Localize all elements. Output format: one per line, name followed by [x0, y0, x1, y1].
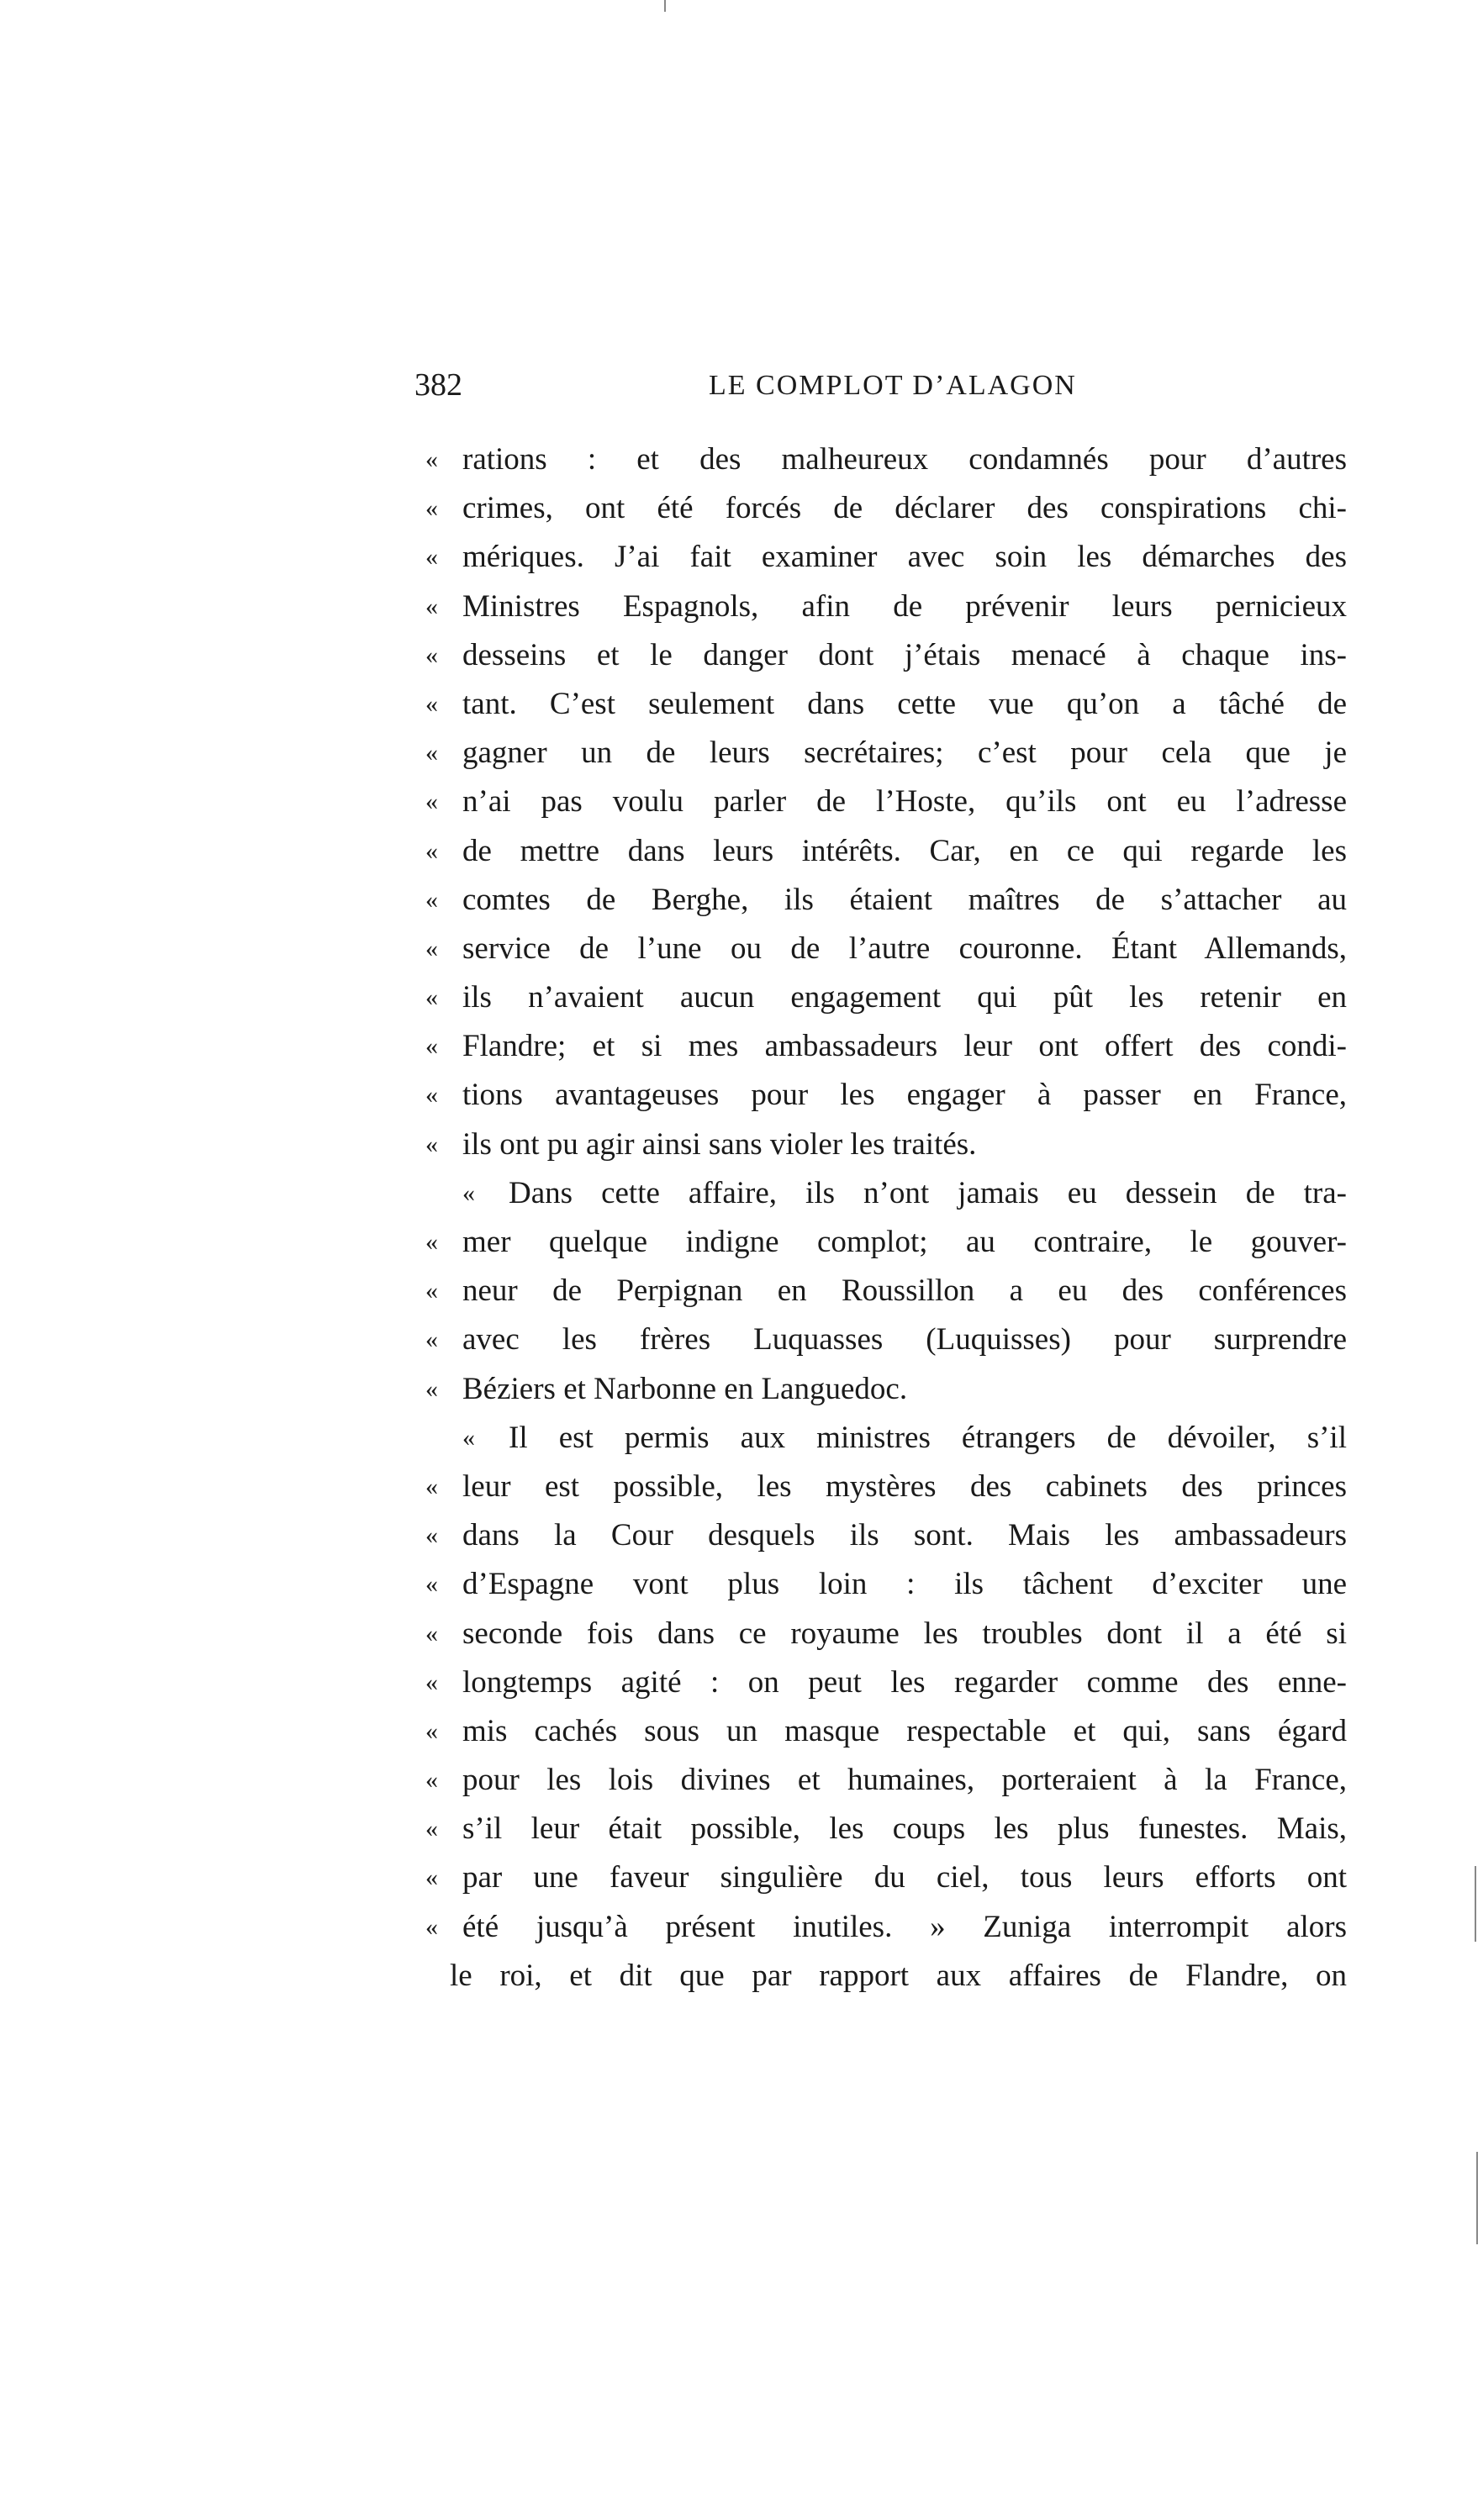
- text-line: [425, 680, 1347, 729]
- line-text: Béziers et Narbonne en Languedoc.: [462, 1371, 908, 1406]
- text-line: [425, 631, 1347, 680]
- text-line: [425, 1414, 1347, 1463]
- line-text: gagner un de leurs secrétaires; c’est pour cela que je: [462, 735, 1347, 771]
- text-line: [425, 1903, 1347, 1952]
- quote-mark: «: [425, 1326, 438, 1354]
- quote-mark: «: [425, 494, 438, 523]
- line-text: de mettre dans leurs intérêts. Car, en ce qui regarde les: [462, 833, 1347, 868]
- line-text: s’il leur était possible, les coups les plus funestes. Mais,: [462, 1811, 1347, 1847]
- quote-mark: «: [425, 1521, 438, 1550]
- quote-mark: «: [425, 689, 438, 718]
- quote-mark: «: [425, 1716, 438, 1745]
- line-text: comtes de Berghe, ils étaient maîtres de s’attacher au: [462, 882, 1347, 917]
- text-line: [425, 533, 1347, 582]
- page-number: 382: [414, 367, 462, 403]
- text-line: [425, 827, 1347, 876]
- line-text: crimes, ont été forcés de déclarer des conspirations chi-: [462, 491, 1347, 526]
- line-text: avec les frères Luquasses (Luquisses) pour surprendre: [462, 1322, 1347, 1358]
- quote-mark: «: [425, 592, 438, 620]
- quote-mark: «: [425, 1277, 438, 1305]
- quote-mark: «: [462, 1423, 475, 1452]
- quote-mark: «: [425, 1766, 438, 1795]
- text-line: [425, 484, 1347, 533]
- quote-mark: «: [425, 1815, 438, 1843]
- running-title: LE COMPLOT D’ALAGON: [709, 370, 1077, 401]
- text-line: [425, 1610, 1347, 1658]
- scan-edge-mark: [664, 0, 666, 12]
- quote-mark: «: [425, 739, 438, 767]
- text-line: [425, 1805, 1347, 1853]
- line-text: leur est possible, les mystères des cabinets des princes: [462, 1468, 1347, 1504]
- line-text: d’Espagne vont plus loin : ils tâchent d’exciter une: [462, 1567, 1347, 1602]
- quote-mark: «: [425, 1130, 438, 1158]
- line-text: service de l’une ou de l’autre couronne. Étant Allemands,: [462, 931, 1347, 966]
- quote-mark: «: [425, 836, 438, 865]
- scan-edge-mark: [1475, 1866, 1476, 1942]
- line-text: seconde fois dans ce royaume les troubles dont il a été si: [462, 1616, 1347, 1651]
- line-text: neur de Perpignan en Roussillon a eu des conférences: [462, 1273, 1347, 1309]
- line-text: rations : et des malheureux condamnés pour d’autres: [462, 442, 1347, 477]
- line-text: Flandre; et si mes ambassadeurs leur ont offert des condi-: [462, 1029, 1347, 1064]
- line-text: ils ont pu agir ainsi sans violer les traités.: [462, 1126, 977, 1162]
- text-line: [425, 1658, 1347, 1707]
- quote-mark: «: [425, 1619, 438, 1647]
- quote-mark: «: [425, 885, 438, 914]
- quote-mark: «: [462, 1178, 475, 1207]
- text-line: [425, 1463, 1347, 1511]
- text-line: [425, 1756, 1347, 1805]
- body-text: [425, 435, 1347, 2001]
- text-line: [425, 876, 1347, 925]
- text-line: [425, 1218, 1347, 1267]
- line-text: par une faveur singulière du ciel, tous leurs efforts ont: [462, 1860, 1347, 1895]
- text-line: [425, 583, 1347, 631]
- quote-mark: «: [425, 641, 438, 669]
- text-line: [425, 1952, 1347, 2001]
- text-line: [425, 435, 1347, 484]
- text-line: [425, 1022, 1347, 1071]
- line-text: mer quelque indigne complot; au contraire, le gouver-: [462, 1225, 1347, 1259]
- text-line: [425, 1853, 1347, 1902]
- line-text: mis cachés sous un masque respectable et qui, sans égard: [462, 1713, 1347, 1748]
- text-line: [425, 1365, 1347, 1414]
- quote-mark: «: [425, 1228, 438, 1256]
- line-text: longtemps agité : on peut les regarder comme des enne-: [462, 1664, 1347, 1700]
- quote-mark: «: [425, 1864, 438, 1892]
- text-line: [425, 1315, 1347, 1364]
- quote-mark: «: [425, 1570, 438, 1599]
- quote-mark: «: [425, 1032, 438, 1061]
- quote-mark: [425, 1952, 450, 2001]
- text-line: [425, 1169, 1347, 1218]
- quote-mark: «: [425, 983, 438, 1012]
- quote-mark: «: [425, 445, 438, 473]
- line-text: Il est permis aux ministres étrangers de dévoiler, s’il: [509, 1420, 1347, 1455]
- text-line: [425, 1560, 1347, 1609]
- scan-edge-mark: [1476, 2152, 1478, 2244]
- line-text: Ministres Espagnols, afin de prévenir leurs pernicieux: [462, 588, 1347, 624]
- line-text: été jusqu’à présent inutiles. » Zuniga interrompit alors: [462, 1909, 1347, 1944]
- line-text: ils n’avaient aucun engagement qui pût les retenir en: [462, 980, 1347, 1015]
- page-header: [414, 366, 1348, 409]
- line-text: tant. C’est seulement dans cette vue qu’on a tâché de: [462, 686, 1347, 721]
- line-text: Dans cette affaire, ils n’ont jamais eu dessein de tra-: [509, 1175, 1347, 1210]
- line-text: tions avantageuses pour les engager à passer en France,: [462, 1078, 1347, 1113]
- quote-mark: «: [425, 1668, 438, 1696]
- quote-mark: «: [425, 1912, 438, 1941]
- text-line: [425, 1267, 1347, 1315]
- text-line: [425, 925, 1347, 973]
- quote-mark: «: [425, 934, 438, 962]
- text-line: [425, 973, 1347, 1022]
- line-text: mériques. J’ai fait examiner avec soin les démarches des: [462, 540, 1347, 575]
- text-line: [425, 1707, 1347, 1756]
- text-line: [425, 778, 1347, 826]
- line-text: dans la Cour desquels ils sont. Mais les ambassadeurs: [462, 1518, 1347, 1553]
- line-text: n’ai pas voulu parler de l’Hoste, qu’ils ont eu l’adresse: [462, 784, 1347, 820]
- line-text: le roi, et dit que par rapport aux affaires de Flandre, on: [450, 1958, 1347, 1993]
- text-line: [425, 1071, 1347, 1120]
- quote-mark: «: [425, 543, 438, 572]
- text-line: [425, 1120, 1347, 1169]
- quote-mark: «: [425, 1081, 438, 1110]
- line-text: desseins et le danger dont j’étais menacé à chaque ins-: [462, 637, 1347, 672]
- text-line: [425, 1511, 1347, 1560]
- quote-mark: «: [425, 788, 438, 816]
- line-text: pour les lois divines et humaines, porteraient à la France,: [462, 1763, 1347, 1798]
- quote-mark: «: [425, 1472, 438, 1500]
- text-line: [425, 729, 1347, 778]
- quote-mark: «: [425, 1374, 438, 1403]
